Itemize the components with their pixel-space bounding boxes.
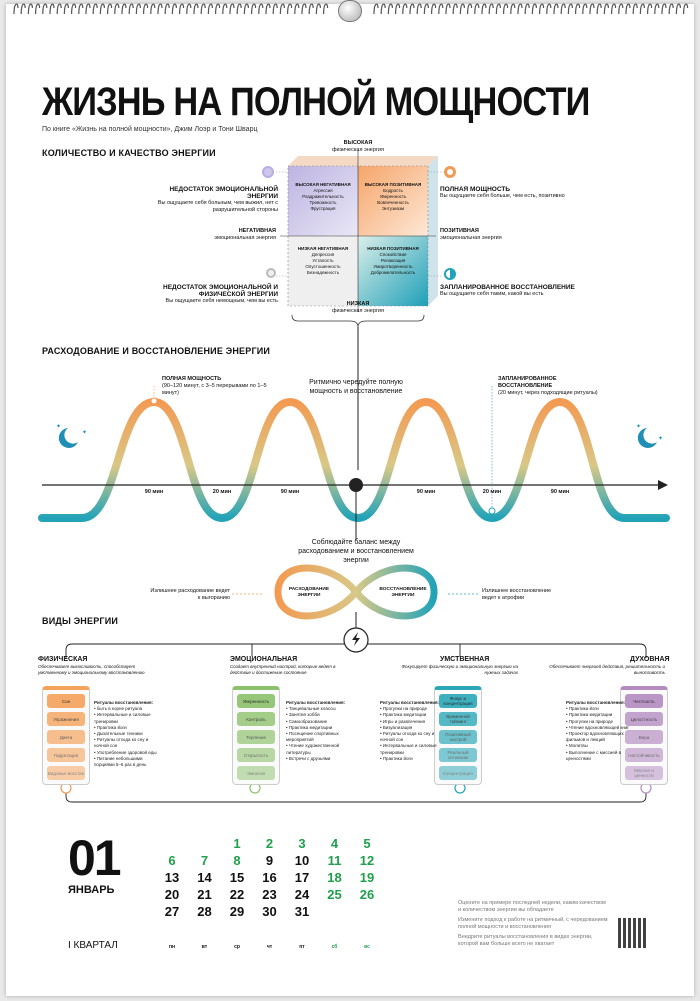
recovery-rituals-title: Ритуалы восстановления:	[94, 700, 154, 705]
axis-high-label: ВЫСОКАЯ физическая энергия	[332, 140, 384, 153]
calendar-date[interactable]: 21	[197, 887, 212, 902]
duration-label: 20 мин	[482, 489, 502, 495]
axis-negative-label: НЕГАТИВНАЯ эмоциональная энергия	[214, 228, 276, 241]
ritual-item: • Игры и развлечения	[380, 718, 426, 724]
ritual-item: • Практика йоги	[566, 706, 599, 712]
calendar-date[interactable]: 26	[359, 887, 375, 902]
page-subtitle: По книге «Жизнь на полной мощности», Джим Лоэр и Тони Шварц	[42, 126, 258, 133]
svg-text:✦: ✦	[56, 424, 62, 430]
energy-wave	[42, 402, 666, 518]
calendar-date[interactable]: 6	[168, 853, 176, 868]
indicator-dot-teal	[444, 268, 456, 280]
quad-low-positive: НИЗКАЯ ПОЗИТИВНАЯ Спокойствие Релаксация Умиротворенность Доброжелательность	[367, 246, 419, 275]
energy-type-column	[232, 686, 280, 785]
energy-pill: Терпение	[237, 730, 275, 744]
calendar-note: Оцените на примере последней недели, каким качеством и количеством энергии вы обладаете	[458, 900, 606, 913]
svg-text:✦: ✦	[636, 424, 642, 430]
calendar-date[interactable]: 29	[229, 904, 245, 919]
ritual-item: • Практика йоги	[380, 755, 413, 761]
calendar-date[interactable]: 3	[298, 836, 306, 851]
duration-label: 90 мин	[144, 489, 164, 495]
ritual-item: • Визуализация	[380, 724, 413, 730]
energy-pill: Упражнения	[47, 712, 85, 726]
ritual-item: • Ритуалы отхода ко сну и ночной сон	[380, 731, 435, 743]
energy-pill: Эмпатия	[237, 766, 275, 780]
planned-recovery-label: ЗАПЛАНИРОВАННОЕ ВОССТАНОВЛЕНИЕ (20 минут, через подходящие ритуалы)	[498, 376, 598, 396]
ritual-item: • Дыхательные техники	[94, 731, 143, 737]
calendar-date[interactable]: 8	[233, 853, 241, 868]
calendar-date[interactable]: 5	[363, 836, 371, 851]
energy-pill: Сон	[47, 694, 85, 708]
recovery-rituals-list	[286, 700, 350, 762]
calendar-date[interactable]: 18	[327, 870, 342, 885]
right-bottom-block: ЗАПЛАНИРОВАННОЕ ВОССТАНОВЛЕНИЕ Вы ощущаете себя таким, какой вы есть	[440, 284, 575, 297]
spend-energy-label: РАСХОДОВАНИЕ ЭНЕРГИИ	[288, 587, 330, 598]
ritual-item: • Встречи с друзьями	[286, 755, 331, 761]
ritual-item: • Чтение вдохновляющей книг	[566, 724, 629, 730]
indicator-dot-orange	[444, 166, 456, 178]
weekday-label: чт	[266, 944, 273, 950]
energy-pill: Уверенность	[237, 694, 275, 708]
qr-code[interactable]	[618, 918, 648, 948]
svg-text:✦: ✦	[658, 436, 664, 442]
calendar-date[interactable]: 28	[197, 904, 212, 919]
ritual-item: • Молитвы	[566, 743, 588, 749]
indicator-dot-grey	[266, 268, 276, 278]
recovery-rituals-title: Ритуалы восстановления:	[380, 700, 440, 705]
ritual-item: • Самообразование	[286, 718, 328, 724]
calendar-month: ЯНВАРЬ	[68, 884, 115, 896]
ritual-item: • Интервальные и силовые тренировки	[94, 712, 151, 724]
energy-type-desc: Обеспечивает энергией действия, решительность и выносливость	[549, 664, 665, 675]
energy-pill: Концентрация	[439, 766, 477, 780]
ritual-item: • Практика йоги	[94, 724, 127, 730]
calendar-date[interactable]: 15	[229, 870, 245, 885]
energy-type-name: УМСТВЕННАЯ	[440, 656, 490, 663]
calendar-date[interactable]: 10	[294, 853, 310, 868]
calendar-date[interactable]: 9	[265, 853, 274, 868]
left-top-block: НЕДОСТАТОК ЭМОЦИОНАЛЬНОЙ ЭНЕРГИИ Вы ощущаете себя больным, чем выжил, нет с разрушительной стороны	[157, 186, 278, 213]
quad-low-negative: НИЗКАЯ НЕГАТИВНАЯ Депрессия Усталость Опустошенность Безнадежность	[297, 246, 349, 275]
calendar-date[interactable]: 22	[229, 887, 245, 902]
calendar-note: Измените подход к работе на ритмичный, с чередованием полной мощности и восстановления	[458, 917, 608, 930]
energy-pill: Диета	[47, 730, 85, 744]
duration-label: 90 мин	[416, 489, 436, 495]
energy-type-name: ДУХОВНАЯ	[630, 656, 670, 663]
energy-type-column	[42, 686, 90, 785]
energy-type-name: ЭМОЦИОНАЛЬНАЯ	[230, 656, 298, 663]
calendar-date[interactable]: 16	[262, 870, 277, 885]
weekday-label: сб	[331, 944, 338, 950]
energy-pill: Целостность	[625, 712, 663, 726]
calendar-date[interactable]: 19	[359, 870, 375, 885]
energy-pill: Настойчивость	[625, 748, 663, 762]
svg-text:✦: ✦	[82, 430, 88, 436]
energy-pill: Миссия и ценности	[625, 766, 663, 780]
balance-text: Соблюдайте баланс между расходованием и восстановлением энергии	[298, 539, 414, 564]
energy-type-desc: Создает внутренний настрой, которые ведет в действие и достижение состояние	[230, 664, 336, 675]
axis-low-label: НИЗКАЯ физическая энергия	[332, 301, 384, 314]
restore-energy-label: ВОССТАНОВЛЕНИЕ ЭНЕРГИИ	[379, 587, 427, 598]
ritual-item: • Занятия хобби	[286, 712, 320, 718]
quad-high-negative: ВЫСОКАЯ НЕГАТИВНАЯ Агрессия Раздражительность Тревожность Фрустрация	[295, 182, 351, 211]
ritual-item: • Практика медитации	[286, 724, 333, 730]
calendar-date[interactable]: 31	[294, 904, 310, 919]
ritual-item: • Чтение художественной литературы	[286, 743, 340, 755]
calendar-date[interactable]: 23	[262, 887, 277, 902]
energy-type-desc: Фокусирует физическую и эмоциональную энергию на нужных задачах	[401, 664, 518, 675]
weekday-label: вс	[364, 944, 370, 950]
axis-positive-label: ПОЗИТИВНАЯ эмоциональная энергия	[440, 228, 502, 241]
energy-pill: Позитивный настрой	[439, 730, 477, 744]
ritual-item: • Прогулки на природе	[566, 718, 613, 724]
section-energy-quality-heading: КОЛИЧЕСТВО И КАЧЕСТВО ЭНЕРГИИ	[42, 148, 216, 158]
energy-pill: Видовые восстан	[47, 766, 85, 780]
ritual-item: • Посещение спортивных мероприятий	[286, 731, 339, 743]
recovery-rituals-list	[94, 700, 158, 768]
section-spend-restore-heading: РАСХОДОВАНИЕ И ВОССТАНОВЛЕНИЕ ЭНЕРГИИ	[42, 346, 271, 356]
calendar-date[interactable]: 2	[265, 836, 274, 851]
ritual-item: • Танцевальные классы	[286, 706, 336, 712]
ritual-item: • Практика медитации	[380, 712, 427, 718]
calendar-note: Внедрите ритуалы восстановления в видах энергии, которой вам больше всего не хватает	[458, 934, 593, 947]
axis-center-dot	[349, 478, 363, 492]
ritual-item: • Питание небольшими порциями 5–6 раз в день	[94, 755, 147, 768]
calendar-date[interactable]: 7	[200, 853, 209, 868]
ritual-item: • быть в корне ритуала	[94, 706, 143, 712]
energy-pill: Открытость	[237, 748, 275, 762]
moon-icon-right	[638, 428, 657, 448]
overspend-note: Излишнее расходование ведет к выгоранию	[150, 588, 230, 601]
duration-label: 20 мин	[212, 489, 232, 495]
calendar-quarter: I КВАРТАЛ	[68, 940, 118, 951]
weekday-label: ср	[234, 944, 240, 950]
rhythm-text: Ритмично чередуйте полную мощность и восстановление	[309, 379, 403, 395]
calendar-date[interactable]: 1	[233, 836, 241, 851]
duration-label: 90 мин	[550, 489, 570, 495]
duration-label: 90 мин	[280, 489, 300, 495]
recovery-rituals-title: Ритуалы восстановления:	[566, 700, 626, 705]
right-top-block: ПОЛНАЯ МОЩНОСТЬ Вы ощущаете себя больше, чем есть, позитивно	[440, 186, 565, 199]
energy-type-name: ФИЗИЧЕСКАЯ	[38, 656, 88, 663]
weekday-label: пн	[168, 944, 176, 950]
energy-pill: Временной тайминг	[439, 712, 477, 726]
energy-pill: Честность	[625, 694, 663, 708]
calendar-date[interactable]: 24	[294, 887, 310, 902]
overrestore-note: Излишнее восстановление ведет к атрофии	[482, 588, 552, 601]
full-power-label: ПОЛНАЯ МОЩНОСТЬ (90–120 минут, с 3–5 перерывами по 1–5 минут)	[162, 376, 267, 396]
calendar-date[interactable]: 14	[197, 870, 212, 885]
calendar-date[interactable]: 25	[327, 887, 342, 902]
calendar-date[interactable]: 27	[164, 904, 180, 919]
ritual-item: • Проектор вдохновляющих фильмов и лекций	[566, 731, 624, 743]
energy-pill: Фокус и концентрация	[439, 694, 477, 708]
energy-pill: Гидратация	[47, 748, 85, 762]
ritual-item: • Интервальные и силовые тренировки	[380, 743, 437, 755]
calendar-date[interactable]: 17	[294, 870, 310, 885]
calendar-date[interactable]: 4	[330, 836, 339, 851]
energy-pill: Контроль	[237, 712, 275, 726]
calendar-date[interactable]: 20	[164, 887, 180, 902]
energy-type-desc: Обеспечивает выносливость, способствует умственному и эмоциональному восстановлению	[38, 664, 145, 675]
calendar-day: 01	[68, 830, 120, 886]
ritual-item: • Ритуалы отхода ко сну и ночной сон	[94, 737, 149, 749]
energy-pill: Вера	[625, 730, 663, 744]
calendar-date[interactable]: 30	[262, 904, 277, 919]
ritual-item: • Прогулки на природе	[380, 706, 427, 712]
recovery-rituals-list	[566, 700, 630, 762]
energy-pill: Реальный оптимизм	[439, 748, 477, 762]
weekday-label: пт	[299, 944, 305, 950]
ritual-item: • Выполнение с миссией в ценностями	[566, 749, 622, 761]
section-energy-types-heading: ВИДЫ ЭНЕРГИИ	[42, 616, 119, 626]
quad-high-positive: ВЫСОКАЯ ПОЗИТИВНАЯ Бодрость Уверенность Вовлеченность Энтузиазм	[364, 182, 422, 211]
left-bottom-block: НЕДОСТАТОК ЭМОЦИОНАЛЬНОЙ И ФИЗИЧЕСКОЙ ЭНЕРГИИ Вы ощущаете себя немощным, чем вы есть	[163, 284, 278, 304]
calendar-date[interactable]: 11	[327, 853, 342, 868]
indicator-dot-purple	[262, 166, 274, 178]
moon-icon-left	[59, 428, 78, 448]
page-title: ЖИЗНЬ НА ПОЛНОЙ МОЩНОСТИ	[42, 80, 590, 124]
ritual-item: • Употребление здоровой еды	[94, 749, 157, 755]
ritual-item: • Практика медитации	[566, 712, 613, 718]
calendar-date[interactable]: 12	[359, 853, 375, 868]
weekday-label: вт	[201, 944, 208, 950]
recovery-rituals-list	[380, 700, 444, 762]
recovery-rituals-title: Ритуалы восстановления:	[286, 700, 346, 705]
calendar-date[interactable]: 13	[164, 870, 180, 885]
